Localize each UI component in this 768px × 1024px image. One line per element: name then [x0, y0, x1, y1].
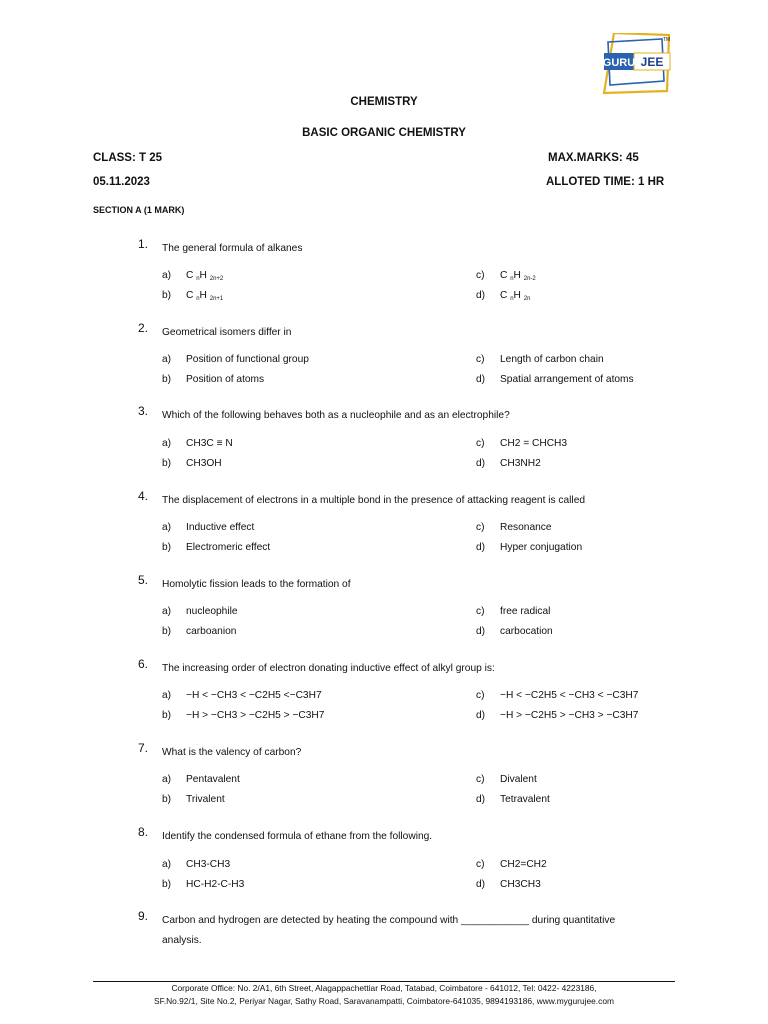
- option-letter: c): [476, 690, 485, 701]
- option-letter: a): [162, 522, 172, 533]
- question-text: Which of the following behaves both as a nucleophile and as an electrophile?: [162, 410, 510, 421]
- option-text: free radical: [500, 606, 551, 617]
- allotted-time-label: ALLOTED TIME: 1 HR: [546, 176, 665, 188]
- topic-title: BASIC ORGANIC CHEMISTRY: [302, 127, 466, 139]
- gurujee-logo: [600, 33, 674, 95]
- option-text: Position of functional group: [186, 354, 309, 365]
- option-letter: a): [162, 270, 172, 281]
- question-number: 1.: [138, 237, 149, 251]
- option-text: carbocation: [500, 626, 553, 637]
- option-text: CH3OH: [186, 458, 222, 469]
- question-number: 7.: [138, 741, 149, 755]
- question-number: 3.: [138, 404, 149, 418]
- option-text: nucleophile: [186, 606, 238, 617]
- option-letter: b): [162, 290, 172, 301]
- option-letter: c): [476, 774, 485, 785]
- question-number: 2.: [138, 321, 149, 335]
- option-letter: d): [476, 710, 486, 721]
- option-text: CH3CH3: [500, 879, 541, 890]
- option-letter: b): [162, 626, 172, 637]
- option-text: Length of carbon chain: [500, 354, 604, 365]
- option-letter: c): [476, 606, 485, 617]
- option-letter: a): [162, 859, 172, 870]
- gurujee-logo-graphic: [600, 33, 674, 95]
- section-heading: SECTION A (1 MARK): [93, 205, 185, 215]
- option-letter: b): [162, 710, 172, 721]
- option-text: −H < −CH3 < −C2H5 <−C3H7: [186, 690, 322, 701]
- option-letter: b): [162, 542, 172, 553]
- logo-trademark: TM: [663, 37, 671, 43]
- subject-title: CHEMISTRY: [350, 96, 418, 108]
- option-text: Tetravalent: [500, 794, 550, 805]
- question-text: Identify the condensed formula of ethane from the following.: [162, 831, 433, 842]
- option-text: Trivalent: [186, 794, 225, 805]
- option-text: Hyper conjugation: [500, 542, 583, 553]
- max-marks-label: MAX.MARKS: 45: [548, 152, 639, 164]
- option-letter: d): [476, 626, 486, 637]
- class-label: CLASS: T 25: [93, 152, 163, 164]
- option-text: CH3C ≡ N: [186, 438, 233, 449]
- question-number: 6.: [138, 657, 149, 671]
- question-number: 5.: [138, 573, 149, 587]
- option-formula: C nH 2n-2: [500, 270, 536, 282]
- question-text: Geometrical isomers differ in: [162, 327, 292, 338]
- question-number: 9.: [138, 909, 149, 923]
- option-letter: d): [476, 458, 486, 469]
- option-text: HC-H2-C-H3: [186, 879, 245, 890]
- option-text: Resonance: [500, 522, 552, 533]
- option-letter: a): [162, 354, 172, 365]
- option-formula: C nH 2n+1: [186, 290, 224, 302]
- question-text: The general formula of alkanes: [162, 243, 303, 254]
- option-letter: c): [476, 354, 485, 365]
- footer-address-line-1: Corporate Office: No. 2/A1, 6th Street, Alagappachettiar Road, Tatabad, Coimbatore - 641012, Tel: 0422- 4223186,: [171, 983, 597, 993]
- option-letter: c): [476, 859, 485, 870]
- question-number: 8.: [138, 825, 149, 839]
- option-letter: d): [476, 542, 486, 553]
- logo-text-right: JEE: [640, 55, 664, 69]
- footer-divider: [93, 981, 675, 982]
- question-number: 4.: [138, 489, 149, 503]
- option-text: −H > −C2H5 > −CH3 > −C3H7: [500, 710, 639, 721]
- option-text: CH2 = CHCH3: [500, 438, 568, 449]
- logo-text-left: GURU: [602, 57, 636, 69]
- option-formula: C nH 2n+2: [186, 270, 224, 282]
- option-formula: C nH 2n: [500, 290, 531, 302]
- option-text: Position of atoms: [186, 374, 265, 385]
- option-letter: b): [162, 794, 172, 805]
- option-text: Divalent: [500, 774, 537, 785]
- option-text: −H > −CH3 > −C2H5 > −C3H7: [186, 710, 325, 721]
- option-letter: a): [162, 774, 172, 785]
- option-text: carboanion: [186, 626, 237, 637]
- option-letter: a): [162, 690, 172, 701]
- question-text: What is the valency of carbon?: [162, 747, 302, 758]
- option-text: CH3-CH3: [186, 859, 231, 870]
- option-text: Spatial arrangement of atoms: [500, 374, 634, 385]
- option-letter: d): [476, 374, 486, 385]
- option-text: Inductive effect: [186, 522, 255, 533]
- option-text: Electromeric effect: [186, 542, 271, 553]
- option-text: Pentavalent: [186, 774, 240, 785]
- option-letter: b): [162, 458, 172, 469]
- question-text: Carbon and hydrogen are detected by heating the compound with ____________ during quantitative analysis.: [162, 915, 616, 946]
- option-letter: c): [476, 438, 485, 449]
- option-letter: b): [162, 374, 172, 385]
- option-text: −H < −C2H5 < −CH3 < −C3H7: [500, 690, 639, 701]
- question-text: The increasing order of electron donating inductive effect of alkyl group is:: [162, 663, 495, 674]
- option-letter: a): [162, 606, 172, 617]
- option-letter: d): [476, 794, 486, 805]
- option-letter: d): [476, 290, 486, 301]
- option-letter: c): [476, 270, 485, 281]
- option-letter: c): [476, 522, 485, 533]
- question-text: Homolytic fission leads to the formation of: [162, 579, 351, 590]
- footer-address-line-2: SF.No.92/1, Site No.2, Periyar Nagar, Sathy Road, Saravanampatti, Coimbatore-641035, 9894193186, www.mygurujee.com: [154, 996, 614, 1006]
- question-text: The displacement of electrons in a multiple bond in the presence of attacking reagent is called: [162, 495, 586, 506]
- option-letter: a): [162, 438, 172, 449]
- option-letter: d): [476, 879, 486, 890]
- exam-date: 05.11.2023: [93, 176, 150, 188]
- option-text: CH2=CH2: [500, 859, 547, 870]
- option-text: CH3NH2: [500, 458, 541, 469]
- option-letter: b): [162, 879, 172, 890]
